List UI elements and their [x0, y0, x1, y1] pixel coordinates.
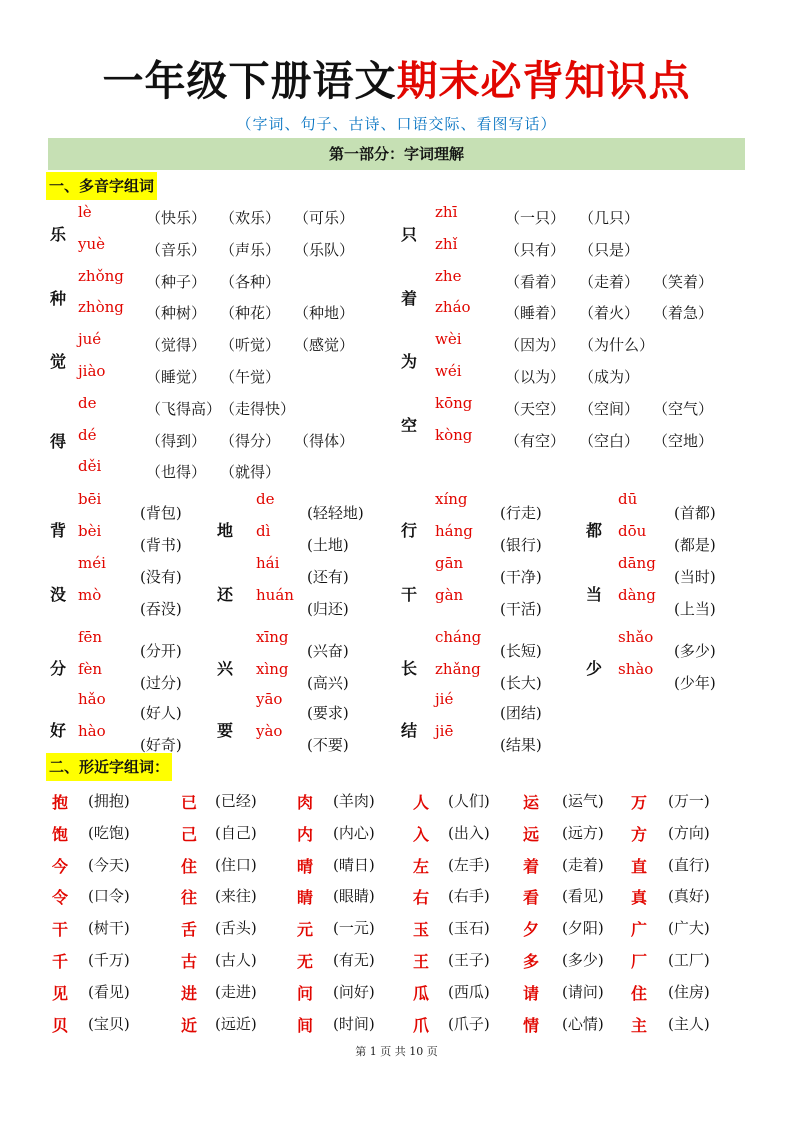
pinyin: zhī — [435, 203, 458, 221]
pinyin: méi — [78, 554, 106, 572]
polyphone-char: 干 — [401, 584, 418, 604]
similar-word: (来往) — [215, 887, 257, 906]
word-entry: （各种） — [220, 272, 281, 291]
pinyin: yuè — [78, 234, 106, 253]
similar-word: (拥抱) — [88, 792, 130, 810]
similar-word: (西瓜) — [448, 982, 490, 1001]
pinyin: yāo — [256, 690, 283, 708]
similar-char: 看 — [523, 888, 540, 908]
section-xingjin-label: 二、形近字组词： — [46, 753, 172, 781]
similar-char: 己 — [181, 824, 198, 844]
word-entry: (兴奋) — [307, 642, 349, 660]
word-entry: (轻轻地) — [307, 504, 364, 522]
word-entry: (长短) — [500, 642, 542, 660]
pinyin: dì — [256, 521, 271, 540]
word-entry: (干活) — [500, 599, 542, 618]
title-red-text: 期末必背知识点 — [396, 57, 691, 105]
similar-char: 情 — [523, 1015, 540, 1035]
pinyin: jiào — [78, 362, 106, 380]
polyphone-char: 要 — [217, 720, 234, 740]
similar-word: (看见) — [88, 982, 130, 1001]
similar-word: (舌头) — [215, 919, 257, 938]
pinyin: dāng — [618, 554, 656, 572]
similar-word: (羊肉) — [333, 792, 375, 810]
pinyin: kòng — [435, 425, 473, 444]
polyphone-char: 分 — [50, 658, 67, 678]
similar-word: (直行) — [668, 855, 710, 874]
polyphone-char: 空 — [401, 415, 418, 435]
pinyin: hái — [256, 554, 280, 572]
word-entry: （空地） — [653, 431, 714, 450]
title-black-text: 一年级下册语文 — [102, 57, 397, 105]
similar-word: (请问) — [562, 982, 604, 1001]
word-entry: （觉得） — [146, 336, 207, 355]
word-entry: （飞得高） — [146, 399, 222, 418]
pinyin: mò — [78, 585, 102, 604]
pinyin: děi — [78, 457, 102, 476]
similar-word: (住房) — [668, 982, 710, 1001]
word-entry: (都是) — [674, 535, 716, 554]
similar-word: (夕阳) — [562, 919, 604, 938]
polyphone-char: 都 — [586, 520, 603, 540]
polyphone-char: 背 — [50, 520, 67, 540]
similar-word: (爪子) — [448, 1014, 490, 1033]
similar-char: 睛 — [297, 888, 314, 908]
word-entry: （声乐） — [220, 240, 281, 259]
polyphone-char: 长 — [401, 658, 418, 678]
word-entry: (过分) — [140, 673, 182, 692]
pinyin: háng — [435, 521, 473, 540]
word-entry: (结果) — [500, 735, 542, 754]
polyphone-char: 少 — [586, 658, 603, 678]
word-entry: (上当) — [674, 599, 716, 618]
word-entry: (好人) — [140, 704, 182, 722]
word-entry: (背包) — [140, 504, 182, 522]
pinyin: gàn — [435, 585, 464, 604]
similar-word: (工厂) — [668, 951, 710, 969]
similar-char: 令 — [52, 888, 69, 908]
word-entry: （空间） — [579, 399, 640, 418]
similar-word: (人们) — [448, 792, 490, 810]
word-entry: （睡着） — [505, 304, 566, 323]
polyphone-char: 行 — [401, 520, 418, 540]
pinyin: dé — [78, 425, 97, 444]
similar-char: 万 — [631, 793, 648, 812]
pinyin: wéi — [435, 362, 462, 380]
pinyin: zhǒng — [78, 266, 124, 285]
part-one-band: 第一部分：字词理解 — [48, 138, 745, 170]
pinyin: kōng — [435, 393, 473, 412]
word-entry: (少年) — [674, 673, 716, 692]
pinyin: yào — [256, 721, 283, 740]
pinyin: bēi — [78, 490, 102, 508]
polyphone-char: 地 — [217, 520, 234, 540]
similar-char: 间 — [297, 1015, 314, 1035]
similar-char: 内 — [297, 824, 314, 844]
word-entry: （看着） — [505, 272, 566, 291]
similar-char: 瓜 — [413, 983, 430, 1003]
similar-word: (问好) — [333, 982, 375, 1001]
pinyin: xīng — [256, 628, 289, 646]
pinyin: zháo — [435, 298, 471, 317]
similar-word: (左手) — [448, 855, 490, 874]
pinyin: cháng — [435, 628, 482, 646]
similar-word: (眼睛) — [333, 887, 375, 906]
similar-char: 住 — [181, 856, 198, 876]
pinyin: zhǎng — [435, 659, 481, 678]
similar-word: (自己) — [215, 823, 257, 842]
word-entry: （欢乐） — [220, 209, 281, 227]
polyphone-char: 为 — [401, 352, 418, 372]
pinyin: xìng — [256, 659, 289, 678]
word-entry: （睡觉） — [146, 368, 207, 386]
similar-char: 左 — [413, 856, 430, 876]
similar-char: 问 — [297, 983, 314, 1003]
word-entry: （音乐） — [146, 240, 207, 259]
polyphone-char: 当 — [586, 584, 603, 604]
pinyin: wèi — [435, 330, 462, 349]
polyphone-char: 着 — [401, 288, 418, 308]
section-duoyin-label: 一、多音字组词 — [46, 172, 157, 200]
similar-char: 厂 — [631, 952, 648, 971]
word-entry: （几只） — [579, 209, 640, 227]
similar-char: 进 — [181, 983, 198, 1003]
similar-char: 人 — [413, 793, 430, 812]
similar-char: 往 — [181, 888, 198, 908]
word-entry: （得到） — [146, 431, 207, 450]
pinyin: shǎo — [618, 628, 654, 646]
pinyin: fèn — [78, 659, 103, 678]
similar-word: (古人) — [215, 951, 257, 969]
similar-char: 今 — [52, 856, 69, 876]
word-entry: (团结) — [500, 704, 542, 722]
similar-char: 入 — [413, 824, 430, 844]
similar-char: 饱 — [52, 824, 69, 844]
pinyin: hào — [78, 721, 106, 740]
similar-word: (心情) — [562, 1014, 604, 1033]
polyphone-char: 觉 — [50, 352, 67, 372]
similar-word: (树干) — [88, 919, 130, 938]
similar-char: 远 — [523, 824, 540, 844]
word-entry: （快乐） — [146, 209, 207, 227]
word-entry: (长大) — [500, 673, 542, 692]
word-entry: （空气） — [653, 399, 714, 418]
similar-word: (右手) — [448, 887, 490, 906]
similar-word: (吃饱) — [88, 823, 130, 842]
page-subtitle: （字词、句子、古诗、口语交际、看图写话） — [236, 115, 557, 133]
word-entry: （乐队） — [294, 240, 355, 259]
similar-char: 肉 — [297, 793, 314, 812]
similar-char: 干 — [52, 920, 69, 940]
polyphone-char: 得 — [50, 431, 67, 451]
similar-char: 无 — [297, 952, 314, 971]
similar-word: (真好) — [668, 887, 710, 906]
word-entry: (不要) — [307, 735, 349, 754]
word-entry: （就得） — [220, 463, 281, 482]
similar-char: 主 — [631, 1015, 648, 1035]
pinyin: hǎo — [78, 690, 106, 708]
similar-word: (多少) — [562, 951, 604, 969]
pinyin: fēn — [78, 628, 103, 646]
pinyin: dōu — [618, 521, 647, 540]
similar-word: (运气) — [562, 792, 604, 810]
word-entry: （只是） — [579, 240, 640, 259]
pinyin: jiē — [435, 721, 454, 740]
pinyin: de — [256, 490, 275, 508]
similar-char: 贝 — [52, 1015, 69, 1035]
word-entry: （种地） — [294, 304, 355, 323]
polyphone-char: 好 — [50, 720, 67, 740]
polyphone-char: 只 — [401, 224, 418, 244]
similar-word: (走进) — [215, 982, 257, 1001]
similar-word: (宝贝) — [88, 1014, 130, 1033]
similar-word: (一元) — [333, 919, 375, 938]
polyphone-char: 种 — [50, 288, 67, 308]
word-entry: （有空） — [505, 431, 566, 450]
pinyin: zhòng — [78, 298, 124, 317]
pinyin: jié — [435, 690, 454, 708]
similar-word: (千万) — [88, 951, 130, 969]
similar-word: (住口) — [215, 855, 257, 874]
similar-char: 近 — [181, 1015, 198, 1035]
word-entry: （着急） — [653, 304, 714, 323]
word-entry: （种树） — [146, 304, 207, 323]
similar-word: (远方) — [562, 823, 604, 842]
similar-word: (内心) — [333, 823, 375, 842]
similar-word: (远近) — [215, 1014, 257, 1033]
pinyin: zhǐ — [435, 234, 458, 253]
word-entry: (背书) — [140, 535, 182, 554]
similar-word: (今天) — [88, 855, 130, 874]
word-entry: （成为） — [579, 368, 640, 386]
similar-word: (时间) — [333, 1014, 375, 1033]
word-entry: (还有) — [307, 568, 349, 586]
word-entry: （走着） — [579, 272, 640, 291]
pinyin: shào — [618, 659, 654, 678]
similar-char: 夕 — [523, 920, 540, 940]
word-entry: (分开) — [140, 642, 182, 660]
word-entry: （听觉） — [220, 336, 281, 355]
similar-char: 舌 — [181, 920, 198, 940]
similar-char: 多 — [523, 952, 540, 971]
word-entry: （感觉） — [294, 336, 355, 355]
word-entry: (土地) — [307, 535, 349, 554]
polyphone-char: 结 — [401, 720, 418, 740]
pinyin: de — [78, 393, 97, 412]
word-entry: （种子） — [146, 272, 207, 291]
similar-char: 爪 — [413, 1015, 430, 1035]
word-entry: (吞没) — [140, 599, 182, 618]
similar-char: 已 — [181, 793, 198, 812]
word-entry: （只有） — [505, 240, 566, 259]
word-entry: (好奇) — [140, 735, 182, 754]
word-entry: （走得快） — [220, 399, 296, 418]
similar-char: 见 — [52, 983, 69, 1003]
similar-word: (看见) — [562, 887, 604, 906]
similar-word: (有无) — [333, 951, 375, 969]
similar-char: 古 — [181, 952, 198, 971]
word-entry: (要求) — [307, 704, 349, 722]
pinyin: lè — [78, 203, 92, 221]
word-entry: (归还) — [307, 599, 349, 618]
pinyin: huán — [256, 585, 294, 604]
similar-word: (已经) — [215, 792, 257, 810]
polyphone-char: 乐 — [50, 224, 67, 244]
similar-word: (广大) — [668, 919, 710, 938]
similar-word: (晴日) — [333, 855, 375, 874]
similar-char: 晴 — [297, 856, 314, 876]
word-entry: （也得） — [146, 463, 207, 482]
word-entry: （可乐） — [294, 209, 355, 227]
pinyin: gān — [435, 554, 464, 572]
similar-word: (方向) — [668, 823, 710, 842]
pinyin: zhe — [435, 266, 462, 285]
page-footer: 第 1 页 共 10 页 — [355, 1045, 438, 1058]
similar-word: (走着) — [562, 855, 604, 874]
similar-char: 住 — [631, 983, 648, 1003]
word-entry: (行走) — [500, 504, 542, 522]
word-entry: （以为） — [505, 368, 566, 386]
pinyin: dū — [618, 490, 638, 508]
similar-word: (出入) — [448, 823, 490, 842]
similar-char: 王 — [413, 952, 430, 971]
similar-char: 真 — [631, 888, 648, 908]
word-entry: （种花） — [220, 304, 281, 323]
word-entry: (没有) — [140, 568, 182, 586]
polyphone-char: 兴 — [217, 658, 234, 678]
similar-char: 请 — [523, 983, 540, 1003]
word-entry: (高兴) — [307, 673, 349, 692]
word-entry: （因为） — [505, 336, 566, 355]
word-entry: （为什么） — [579, 336, 655, 355]
similar-char: 着 — [523, 856, 540, 876]
similar-word: (口令) — [88, 887, 130, 906]
similar-word: (王子) — [448, 951, 490, 969]
word-entry: （得分） — [220, 431, 281, 450]
similar-word: (主人) — [668, 1014, 710, 1033]
similar-char: 右 — [413, 888, 430, 908]
word-entry: （得体） — [294, 431, 355, 450]
word-entry: （午觉） — [220, 368, 281, 386]
similar-char: 元 — [297, 920, 314, 940]
polyphone-char: 还 — [217, 584, 234, 604]
similar-char: 方 — [631, 824, 648, 844]
similar-word: (玉石) — [448, 919, 490, 938]
word-entry: （一只） — [505, 209, 566, 227]
word-entry: (银行) — [500, 535, 542, 554]
pinyin: jué — [78, 330, 102, 349]
pinyin: dàng — [618, 585, 656, 604]
word-entry: (多少) — [674, 642, 716, 660]
similar-word: (万一) — [668, 792, 710, 810]
similar-char: 玉 — [413, 920, 430, 940]
similar-char: 千 — [52, 952, 69, 971]
word-entry: (当时) — [674, 568, 716, 586]
word-entry: (首都) — [674, 504, 716, 522]
word-entry: （着火） — [579, 304, 640, 323]
word-entry: (干净) — [500, 568, 542, 586]
similar-char: 运 — [523, 793, 540, 812]
page-title — [0, 48, 793, 107]
similar-char: 广 — [631, 920, 648, 940]
polyphone-char: 没 — [50, 584, 67, 604]
similar-char: 抱 — [52, 793, 69, 812]
pinyin: bèi — [78, 521, 102, 540]
pinyin: xíng — [435, 490, 468, 508]
word-entry: （笑着） — [653, 272, 714, 291]
word-entry: （天空） — [505, 399, 566, 418]
similar-char: 直 — [631, 856, 648, 876]
word-entry: （空白） — [579, 431, 640, 450]
